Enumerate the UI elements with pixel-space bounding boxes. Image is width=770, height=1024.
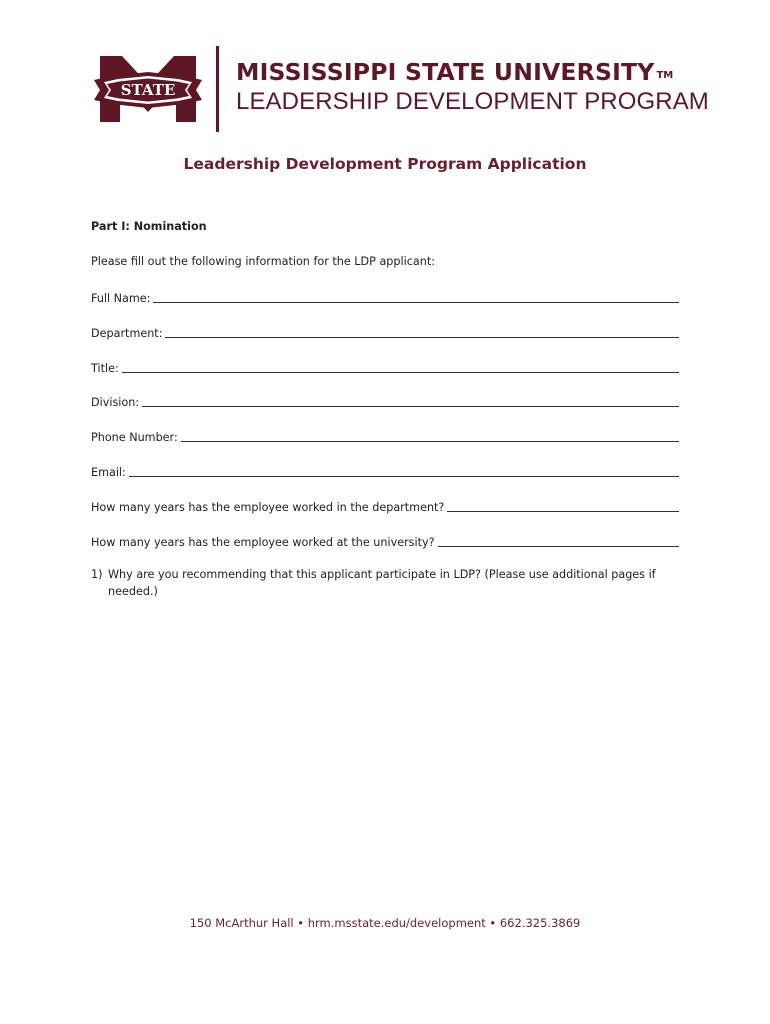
years-in-department-field[interactable] bbox=[91, 498, 679, 514]
msu-m-state-logo bbox=[92, 54, 204, 124]
email-field[interactable] bbox=[91, 463, 679, 479]
department-field[interactable] bbox=[91, 324, 679, 340]
full-name-field[interactable] bbox=[91, 289, 679, 305]
phone-number-field[interactable] bbox=[91, 428, 679, 444]
university-name-text: MISSISSIPPI STATE UNIVERSITY bbox=[236, 58, 655, 86]
logo-state-text: STATE bbox=[120, 81, 176, 99]
fill-line[interactable] bbox=[153, 302, 679, 303]
question-text: Why are you recommending that this applicant participate in LDP? (Please use additional pages if needed.) bbox=[108, 568, 656, 598]
letterhead bbox=[92, 44, 709, 134]
field-label: Full Name: bbox=[91, 292, 151, 305]
fill-line[interactable] bbox=[181, 441, 679, 442]
fill-line[interactable] bbox=[165, 337, 679, 338]
university-name bbox=[236, 58, 673, 86]
document-title: Leadership Development Program Application bbox=[183, 155, 587, 173]
field-label: Phone Number: bbox=[91, 431, 178, 444]
fill-line[interactable] bbox=[447, 511, 679, 512]
fill-line[interactable] bbox=[129, 476, 679, 477]
division-field[interactable] bbox=[91, 393, 679, 409]
question-number: 1) bbox=[91, 568, 103, 581]
trademark: TM bbox=[656, 70, 674, 81]
field-label: How many years has the employee worked at the university? bbox=[91, 536, 435, 549]
fill-line[interactable] bbox=[438, 546, 679, 547]
years-at-university-field[interactable] bbox=[91, 533, 679, 549]
part-heading: Part I: Nomination bbox=[91, 220, 207, 233]
fill-line[interactable] bbox=[142, 406, 679, 407]
question-recommendation bbox=[91, 566, 679, 600]
instructions: Please fill out the following information for the LDP applicant: bbox=[91, 255, 435, 268]
field-label: Title: bbox=[91, 362, 119, 375]
field-label: Department: bbox=[91, 327, 163, 340]
field-label: Email: bbox=[91, 466, 126, 479]
field-label: Division: bbox=[91, 396, 140, 409]
footer-contact: 150 McArthur Hall • hrm.msstate.edu/development • 662.325.3869 bbox=[189, 916, 581, 930]
field-label: How many years has the employee worked in the department? bbox=[91, 501, 445, 514]
fill-line[interactable] bbox=[122, 372, 679, 373]
title-field[interactable] bbox=[91, 359, 679, 375]
program-name: LEADERSHIP DEVELOPMENT PROGRAM bbox=[236, 88, 709, 115]
letterhead-divider bbox=[216, 46, 219, 132]
